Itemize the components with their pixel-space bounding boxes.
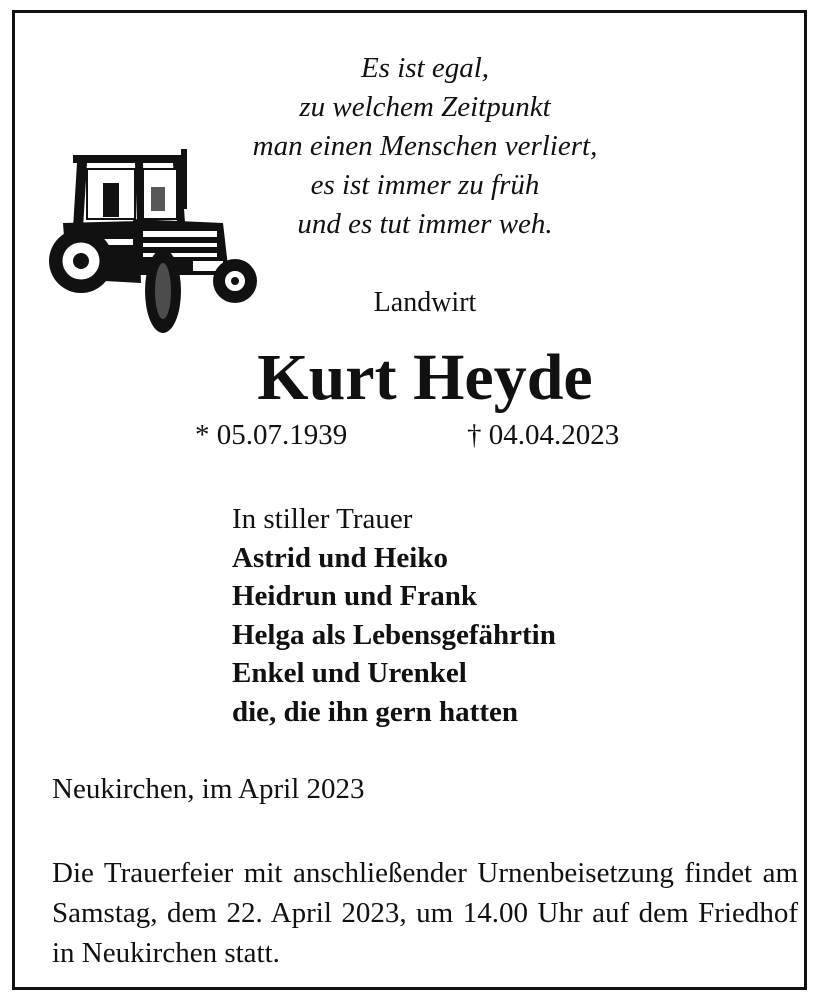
poem-line: zu welchem Zeitpunkt [299,91,551,123]
mourning-intro: In stiller Trauer [232,503,413,535]
mourner-name: die, die ihn gern hatten [232,695,518,728]
birth-date: * 05.07.1939 [195,419,348,451]
death-date: † 04.04.2023 [467,419,620,451]
obituary-frame [12,10,807,990]
mourner-name: Helga als Lebensgefährtin [232,618,556,651]
poem-line: es ist immer zu früh [310,169,540,201]
tractor-icon [43,143,263,343]
poem-line: Es ist egal, [360,52,490,84]
poem-line: man einen Menschen verliert, [252,130,598,162]
mourner-name: Astrid und Heiko [232,541,448,574]
place-date: Neukirchen, im April 2023 [52,773,365,805]
mourners [232,500,556,731]
poem [205,49,645,244]
occupation: Landwirt [373,287,477,318]
mourner-name: Heidrun und Frank [232,580,477,612]
mourner-name: Enkel und Urenkel [232,657,467,689]
poem-line: und es tut immer weh. [297,208,553,240]
service-info: Die Trauerfeier mit anschließender Urnenbeisetzung findet am Samstag, dem 22. April 2023, um 14.00 Uhr auf dem Friedhof in Neukirchen statt. [52,857,798,969]
deceased-name: Kurt Heyde [257,341,593,414]
